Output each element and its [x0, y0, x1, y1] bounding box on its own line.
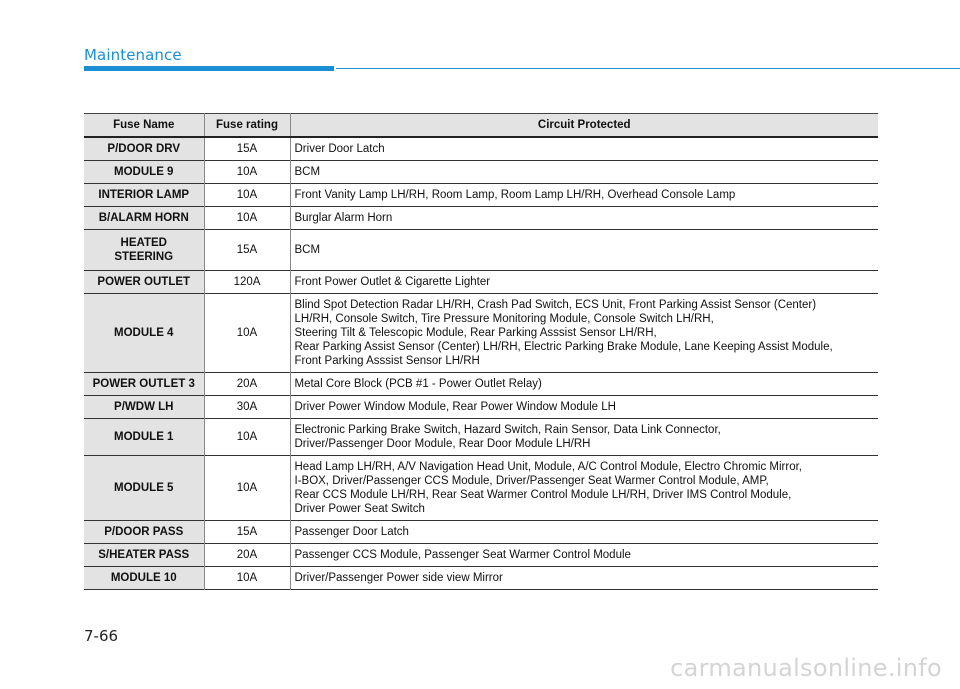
table-row	[84, 567, 878, 590]
header-rule-thick	[84, 66, 334, 71]
circuit-protected-cell	[290, 207, 878, 230]
circuit-line: Electronic Parking Brake Switch, Hazard Switch, Rain Sensor, Data Link Connector,	[294, 424, 721, 436]
column-header-fuse-name: Fuse Name	[84, 114, 204, 138]
circuit-line: LH/RH, Console Switch, Tire Pressure Monitoring Module, Console Switch LH/RH,	[294, 313, 714, 325]
circuit-line: Rear CCS Module LH/RH, Rear Seat Warmer Control Module LH/RH, Driver IMS Control Module,	[294, 489, 792, 501]
circuit-line: Driver/Passenger Power side view Mirror	[294, 572, 503, 584]
fuse-rating-cell: 20A	[204, 544, 290, 567]
fuse-name-cell: POWER OUTLET	[84, 271, 204, 294]
circuit-line: Driver Door Latch	[294, 143, 385, 155]
header-rule-thin	[336, 68, 960, 69]
column-header-fuse-rating: Fuse rating	[204, 114, 290, 138]
circuit-protected-cell	[290, 230, 878, 271]
circuit-protected-cell	[290, 567, 878, 590]
circuit-line: Driver Power Seat Switch	[294, 503, 425, 515]
fuse-rating-cell: 10A	[204, 567, 290, 590]
fuse-name-cell: B/ALARM HORN	[84, 207, 204, 230]
circuit-line: Driver Power Window Module, Rear Power Window Module LH	[294, 401, 616, 413]
table-row	[84, 419, 878, 456]
circuit-line: Front Parking Asssist Sensor LH/RH	[294, 355, 480, 367]
fuse-name-cell: MODULE 10	[84, 567, 204, 590]
fuse-rating-cell: 120A	[204, 271, 290, 294]
table-row	[84, 230, 878, 271]
circuit-line: Driver/Passenger Door Module, Rear Door Module LH/RH	[294, 438, 591, 450]
fuse-name-cell: MODULE 9	[84, 161, 204, 184]
circuit-line: Head Lamp LH/RH, A/V Navigation Head Unit, Module, A/C Control Module, Electro Chromic Mirror,	[294, 461, 802, 473]
circuit-line: Rear Parking Assist Sensor (Center) LH/RH, Electric Parking Brake Module, Lane Keeping Assist Module,	[294, 341, 833, 353]
table-row	[84, 207, 878, 230]
fuse-rating-cell: 10A	[204, 294, 290, 373]
circuit-protected-cell	[290, 396, 878, 419]
fuse-rating-cell: 10A	[204, 184, 290, 207]
table-header-row	[84, 114, 878, 138]
fuse-name-cell: P/WDW LH	[84, 396, 204, 419]
fuse-name-cell: MODULE 5	[84, 456, 204, 521]
circuit-line: Steering Tilt & Telescopic Module, Rear Parking Asssist Sensor LH/RH,	[294, 327, 657, 339]
circuit-line: Passenger CCS Module, Passenger Seat Warmer Control Module	[294, 549, 631, 561]
fuse-rating-cell: 10A	[204, 161, 290, 184]
circuit-line: I-BOX, Driver/Passenger CCS Module, Driver/Passenger Seat Warmer Control Module, AMP,	[294, 475, 769, 487]
circuit-protected-cell	[290, 521, 878, 544]
table-row	[84, 161, 878, 184]
circuit-protected-cell	[290, 456, 878, 521]
fuse-name-cell: POWER OUTLET 3	[84, 373, 204, 396]
circuit-protected-cell	[290, 419, 878, 456]
circuit-line: Front Power Outlet & Cigarette Lighter	[294, 276, 491, 288]
fuse-table	[84, 113, 878, 590]
circuit-line: Burglar Alarm Horn	[294, 212, 393, 224]
fuse-rating-cell: 15A	[204, 137, 290, 161]
watermark: carmanualsonline.info	[670, 654, 942, 682]
table-row	[84, 137, 878, 161]
page-number: 7-66	[84, 627, 119, 645]
circuit-protected-cell	[290, 271, 878, 294]
fuse-name-cell: MODULE 1	[84, 419, 204, 456]
circuit-line: Front Vanity Lamp LH/RH, Room Lamp, Room Lamp LH/RH, Overhead Console Lamp	[294, 189, 736, 201]
table-row	[84, 373, 878, 396]
fuse-rating-cell: 10A	[204, 419, 290, 456]
fuse-name-cell: P/DOOR PASS	[84, 521, 204, 544]
circuit-protected-cell	[290, 137, 878, 161]
circuit-line: Passenger Door Latch	[294, 526, 409, 538]
fuse-rating-cell: 20A	[204, 373, 290, 396]
table-row	[84, 456, 878, 521]
section-title: Maintenance	[84, 46, 182, 64]
fuse-name-cell: HEATED STEERING	[84, 230, 204, 271]
fuse-rating-cell: 10A	[204, 456, 290, 521]
circuit-line: BCM	[294, 166, 321, 178]
circuit-line: Blind Spot Detection Radar LH/RH, Crash Pad Switch, ECS Unit, Front Parking Assist Sensor (Center)	[294, 299, 817, 311]
table-row	[84, 521, 878, 544]
fuse-name-cell: P/DOOR DRV	[84, 137, 204, 161]
circuit-line: Metal Core Block (PCB #1 - Power Outlet Relay)	[294, 378, 542, 390]
circuit-line: BCM	[294, 244, 321, 256]
table-row	[84, 294, 878, 373]
fuse-name-cell: INTERIOR LAMP	[84, 184, 204, 207]
circuit-protected-cell	[290, 161, 878, 184]
fuse-name-cell: MODULE 4	[84, 294, 204, 373]
circuit-protected-cell	[290, 373, 878, 396]
fuse-rating-cell: 10A	[204, 207, 290, 230]
table-row	[84, 271, 878, 294]
fuse-rating-cell: 15A	[204, 230, 290, 271]
table-row	[84, 184, 878, 207]
circuit-protected-cell	[290, 184, 878, 207]
fuse-rating-cell: 30A	[204, 396, 290, 419]
table-row	[84, 544, 878, 567]
table-row	[84, 396, 878, 419]
circuit-protected-cell	[290, 294, 878, 373]
fuse-table-body	[84, 137, 878, 590]
column-header-circuit-protected: Circuit Protected	[290, 114, 878, 138]
fuse-name-cell: S/HEATER PASS	[84, 544, 204, 567]
fuse-rating-cell: 15A	[204, 521, 290, 544]
circuit-protected-cell	[290, 544, 878, 567]
